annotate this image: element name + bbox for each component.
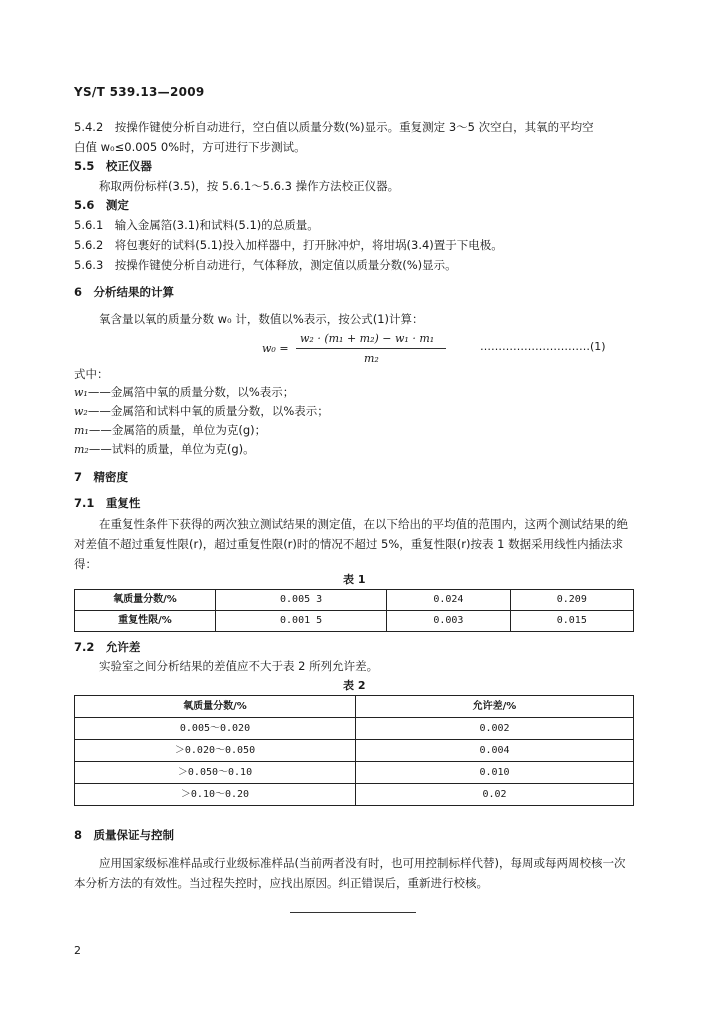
clause-7-1-text: 在重复性条件下获得的两次独立测试结果的测定值，在以下给出的平均值的范围内，这两个测试结果的绝对差值不超过重复性限(r)，超过重复性限(r)时的情况不超过 5%，重复性限(r)按表 1 数据采用线性内插法求得：	[74, 517, 628, 571]
clause-5-5-text: 称取两份标样(3.5)，按 5.6.1～5.6.3 操作方法校正仪器。	[99, 179, 400, 193]
table-cell: 0.024	[387, 590, 510, 611]
table-cell: 0.004	[356, 740, 634, 762]
var-symbol: m₂	[74, 443, 89, 456]
table-cell: ＞0.10～0.20	[75, 784, 356, 806]
table-cell: 0.001 5	[216, 611, 387, 632]
clause-7-1-heading: 7.1 重复性	[74, 496, 141, 510]
table-2	[74, 695, 634, 806]
clause-5-6-heading: 5.6 测定	[74, 198, 129, 212]
page-number: 2	[74, 944, 81, 957]
clause-5-4-2-line2: 白值 w₀≤0.005 0%时，方可进行下步测试。	[74, 140, 306, 154]
var-symbol: m₁	[74, 424, 89, 437]
table-1-caption: 表 1	[343, 573, 366, 586]
clause-5-6-3: 5.6.3 按操作键使分析自动进行，气体释放，测定值以质量分数(%)显示。	[74, 258, 457, 272]
clause-5-6-2: 5.6.2 将包裹好的试料(5.1)投入加样器中，打开脉冲炉，将坩埚(3.4)置于下电极。	[74, 238, 503, 252]
var-w1	[74, 386, 294, 400]
section-8-text: 应用国家级标准样品或行业级标准样品(当前两者没有时，也可用控制标样代替)，每周或每两周校核一次本分析方法的有效性。当过程失控时，应找出原因。纠正错误后，重新进行校核。	[74, 856, 626, 890]
clause-5-6-1: 5.6.1 输入金属箔(3.1)和试料(5.1)的总质量。	[74, 218, 319, 232]
table-row	[75, 718, 634, 740]
var-desc: ——金属箔的质量，单位为克(g)；	[88, 423, 267, 437]
clause-5-4-2-line1: 5.4.2 按操作键使分析自动进行，空白值以质量分数(%)显示。重复测定 3～5 次空白，其氧的平均空	[74, 120, 594, 134]
table-row	[75, 611, 634, 632]
section-6-heading: 6 分析结果的计算	[74, 285, 175, 299]
table-cell: 重复性限/%	[75, 611, 216, 632]
table-row	[75, 762, 634, 784]
var-symbol: w₁	[74, 386, 88, 399]
table-cell: 0.003	[387, 611, 510, 632]
clause-7-2-text: 实验室之间分析结果的差值应不大于表 2 所列允许差。	[99, 659, 379, 673]
formula-denominator: m₂	[364, 352, 379, 365]
fraction-bar	[296, 348, 446, 349]
table-cell: 0.02	[356, 784, 634, 806]
section-7-heading: 7 精密度	[74, 470, 129, 484]
table-cell: 0.005 3	[216, 590, 387, 611]
table-header: 氧质量分数/%	[75, 696, 356, 718]
table-cell: 0.010	[356, 762, 634, 784]
clause-7-2-heading: 7.2 允许差	[74, 640, 141, 654]
var-desc: ——试料的质量，单位为克(g)。	[88, 442, 255, 456]
table-cell: 0.005～0.020	[75, 718, 356, 740]
table-header-row	[75, 696, 634, 718]
end-rule	[290, 912, 416, 913]
table-cell: ＞0.050～0.10	[75, 762, 356, 784]
table-1	[74, 589, 634, 632]
var-m2	[74, 443, 255, 457]
table-cell: 0.209	[510, 590, 633, 611]
table-cell: 0.015	[510, 611, 633, 632]
table-row	[75, 740, 634, 762]
var-m1	[74, 424, 266, 438]
table-cell: 氧质量分数/%	[75, 590, 216, 611]
section-8-heading: 8 质量保证与控制	[74, 828, 175, 842]
table-row	[75, 784, 634, 806]
standard-number: YS/T 539.13—2009	[74, 85, 205, 99]
table-cell: ＞0.020～0.050	[75, 740, 356, 762]
where-label: 式中：	[74, 367, 109, 381]
clause-5-5-heading: 5.5 校正仪器	[74, 159, 152, 173]
var-desc: ——金属箔中氧的质量分数，以%表示；	[87, 385, 295, 399]
formula-lhs: w₀ =	[262, 342, 289, 355]
formula-numerator: w₂ · (m₁ + m₂) − w₁ · m₁	[300, 332, 435, 345]
table-header: 允许差/%	[356, 696, 634, 718]
table-row	[75, 590, 634, 611]
table-2-caption: 表 2	[343, 679, 366, 692]
formula-number: …………………………(1)	[480, 340, 606, 353]
var-desc: ——金属箔和试料中氧的质量分数，以%表示；	[87, 404, 329, 418]
var-symbol: w₂	[74, 405, 88, 418]
table-cell: 0.002	[356, 718, 634, 740]
var-w2	[74, 405, 329, 419]
section-6-intro: 氧含量以氧的质量分数 w₀ 计，数值以%表示，按公式(1)计算：	[99, 312, 424, 326]
